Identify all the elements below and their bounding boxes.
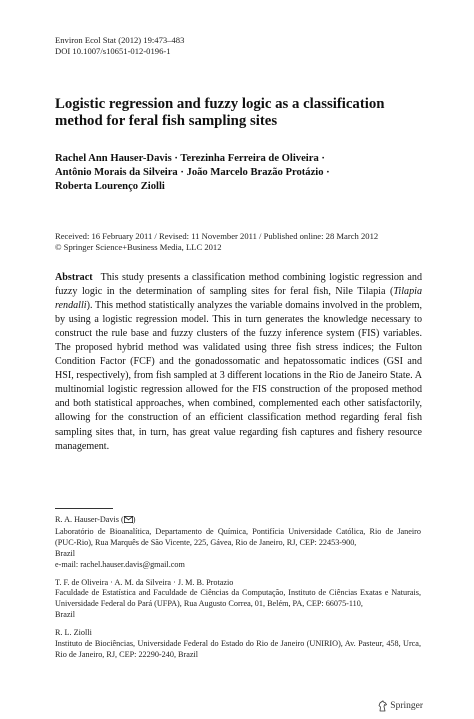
authors-line-2: Antônio Morais da Silveira · João Marcelo Brazão Protázio · — [55, 167, 330, 178]
envelope-icon — [124, 516, 133, 527]
journal-header — [55, 35, 184, 57]
publisher-logo — [377, 700, 423, 712]
affiliation-2 — [55, 578, 421, 622]
title-line-1: Logistic regression and fuzzy logic as a classification — [55, 96, 385, 112]
publisher-name: Springer — [390, 700, 423, 711]
publication-history — [55, 231, 435, 253]
authors-line-3: Roberta Lourenço Ziolli — [55, 181, 165, 192]
affiliation-2-names: T. F. de Oliveira · A. M. da Silveira · J. M. B. Protazio — [55, 577, 234, 587]
article-title — [55, 96, 435, 130]
affiliation-3-names: R. L. Ziolli — [55, 628, 92, 638]
doi: DOI 10.1007/s10651-012-0196-1 — [55, 46, 171, 56]
title-line-2: method for feral fish sampling sites — [55, 113, 278, 129]
received-dates: Received: 16 February 2011 / Revised: 11 November 2011 / Published online: 28 March 2012 — [55, 231, 379, 241]
affiliation-1 — [55, 515, 421, 571]
abstract-text-part-1: This study presents a classification method combining logistic regression and fuzzy logic in the determination of sampling sites for feral fish, Nile Tilapia ( — [55, 272, 422, 298]
affiliation-2-address: Faculdade de Estatística and Faculdade de Ciências da Computação, Instituto de Ciências Exatas e Naturais, Universidade Federal do Pará (UFPA), Rua Augusto Correa, 01, Belém, PA, CEP: 66075-110, — [55, 588, 421, 609]
author-list — [55, 152, 435, 194]
species-name: Tilapia rendalli — [55, 286, 422, 312]
affiliation-1-names: R. A. Hauser-Davis ( ) — [55, 515, 421, 527]
abstract — [55, 271, 422, 454]
affiliation-1-country: Brazil — [55, 548, 76, 558]
springer-horse-icon — [377, 700, 388, 712]
copyright: © Springer Science+Business Media, LLC 2012 — [55, 242, 222, 252]
footnote-rule — [55, 508, 113, 509]
authors-line-1: Rachel Ann Hauser-Davis · Terezinha Ferreira de Oliveira · — [55, 153, 325, 164]
abstract-text-part-2: ). This method statistically analyzes the variable domains involved in the problem, by using a logistic regression model. This in turn generates the knowledge necessary to construct the rule base and fuzzy clusters of the fuzzy inference system (FIS) variables. The proposed hybrid method was validated using three fish stress indices; the Fulton Condition Factor (FCF) and the gonadossomatic and hepatossomatic indices (GSI and HSI, respectively), from fish sampled at 3 different locations in the Rio de Janeiro State. A multinomial logistic regression allowed for the FIS construction of the proposed method and both statistical approaches, when combined, complemented each other satisfactorily, allowing for the construction of an efficient classification method regarding feral fish sampling sites that, in turn, has great value regarding fish captures and fishery resource management. — [55, 300, 422, 452]
affiliation-2-country: Brazil — [55, 610, 76, 620]
affiliations — [55, 515, 421, 668]
affiliation-1-address: Laboratório de Bioanalítica, Departamento de Química, Pontifícia Universidade Católica, Rio de Janeiro (PUC-Rio), Rua Marquês de São Vicente, 225, Gávea, Rio de Janeiro, RJ, CEP: 22453-900, — [55, 526, 421, 547]
abstract-label: Abstract — [55, 272, 93, 283]
journal-citation: Environ Ecol Stat (2012) 19:473–483 — [55, 35, 185, 45]
affiliation-3 — [55, 628, 421, 661]
affiliation-1-email[interactable]: e-mail: rachel.hauser.davis@gmail.com — [55, 559, 185, 569]
affiliation-3-address: Instituto de Biociências, Universidade Federal do Estado do Rio de Janeiro (UNIRIO), Av. Pasteur, 458, Urca, Rio de Janeiro, RJ, CEP: 22290-240, Brazil — [55, 639, 421, 659]
